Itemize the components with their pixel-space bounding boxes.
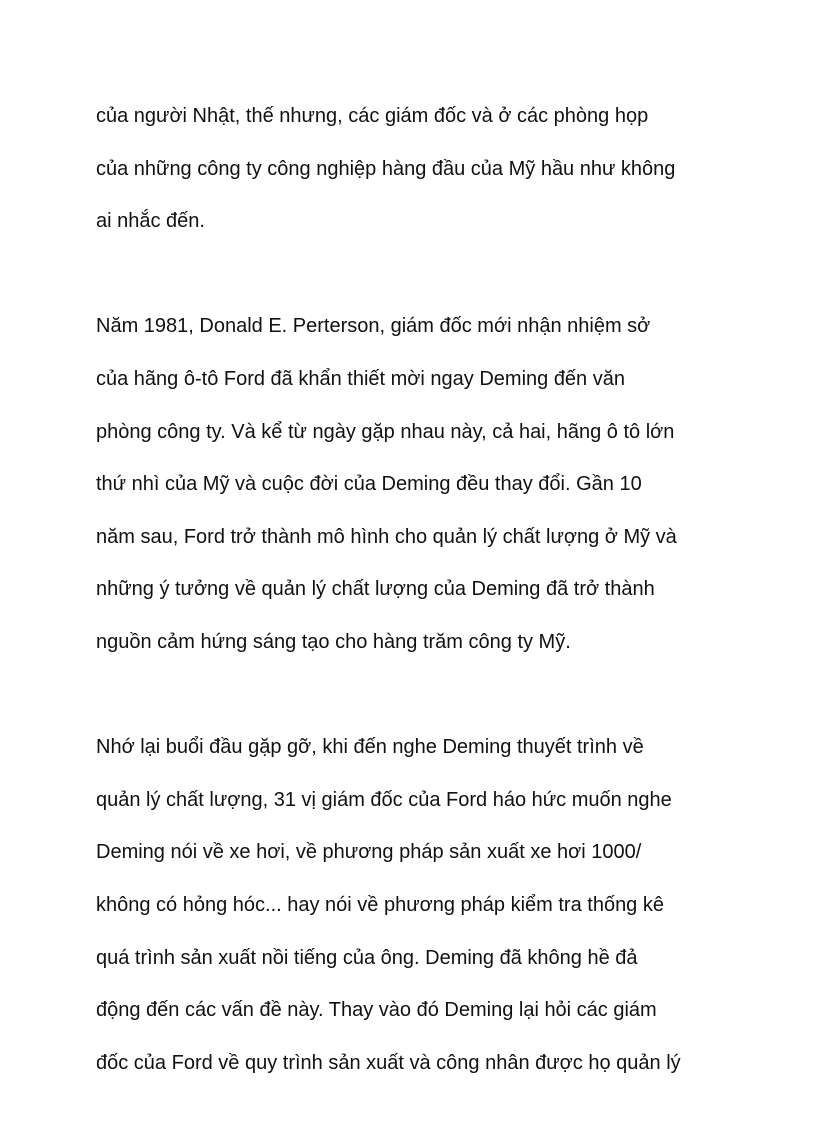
text-line: những ý tưởng về quản lý chất lượng của Deming đã trở thành [96,578,655,601]
text-line: nguồn cảm hứng sáng tạo cho hàng trăm công ty Mỹ. [96,630,571,653]
paragraph-3 [96,727,736,1095]
text-line: đốc của Ford về quy trình sản xuất và công nhân được họ quản lý [96,1051,681,1074]
text-line: của những công ty công nghiệp hàng đầu của Mỹ hầu như không [96,157,676,180]
text-line: quá trình sản xuất nồi tiếng của ông. Deming đã không hề đả [96,946,638,969]
text-line: phòng công ty. Và kể từ ngày gặp nhau này, cả hai, hãng ô tô lớn [96,420,675,443]
text-line: của hãng ô-tô Ford đã khẩn thiết mời ngay Deming đến văn [96,367,625,390]
paragraph-spacer [96,254,736,307]
document-body [96,96,736,1095]
paragraph-2 [96,306,736,674]
text-line: Năm 1981, Donald E. Perterson, giám đốc mới nhận nhiệm sở [96,315,651,338]
text-line: Deming nói về xe hơi, về phương pháp sản xuất xe hơi 1000/ [96,841,642,864]
text-line: động đến các vấn đề này. Thay vào đó Deming lại hỏi các giám [96,999,657,1022]
text-line: không có hỏng hóc... hay nói về phương pháp kiểm tra thống kê [96,893,664,916]
text-line: Nhớ lại buổi đầu gặp gỡ, khi đến nghe Deming thuyết trình về [96,736,644,759]
text-line: ai nhắc đến. [96,210,205,233]
text-line: của người Nhật, thế nhưng, các giám đốc và ở các phòng họp [96,105,649,127]
text-line: năm sau, Ford trở thành mô hình cho quản lý chất lượng ở Mỹ và [96,525,677,548]
paragraph-spacer [96,675,736,728]
text-line: quản lý chất lượng, 31 vị giám đốc của Ford háo hức muốn nghe [96,788,672,811]
text-line: thứ nhì của Mỹ và cuộc đời của Deming đều thay đổi. Gần 10 [96,473,642,496]
paragraph-1 [96,96,736,254]
